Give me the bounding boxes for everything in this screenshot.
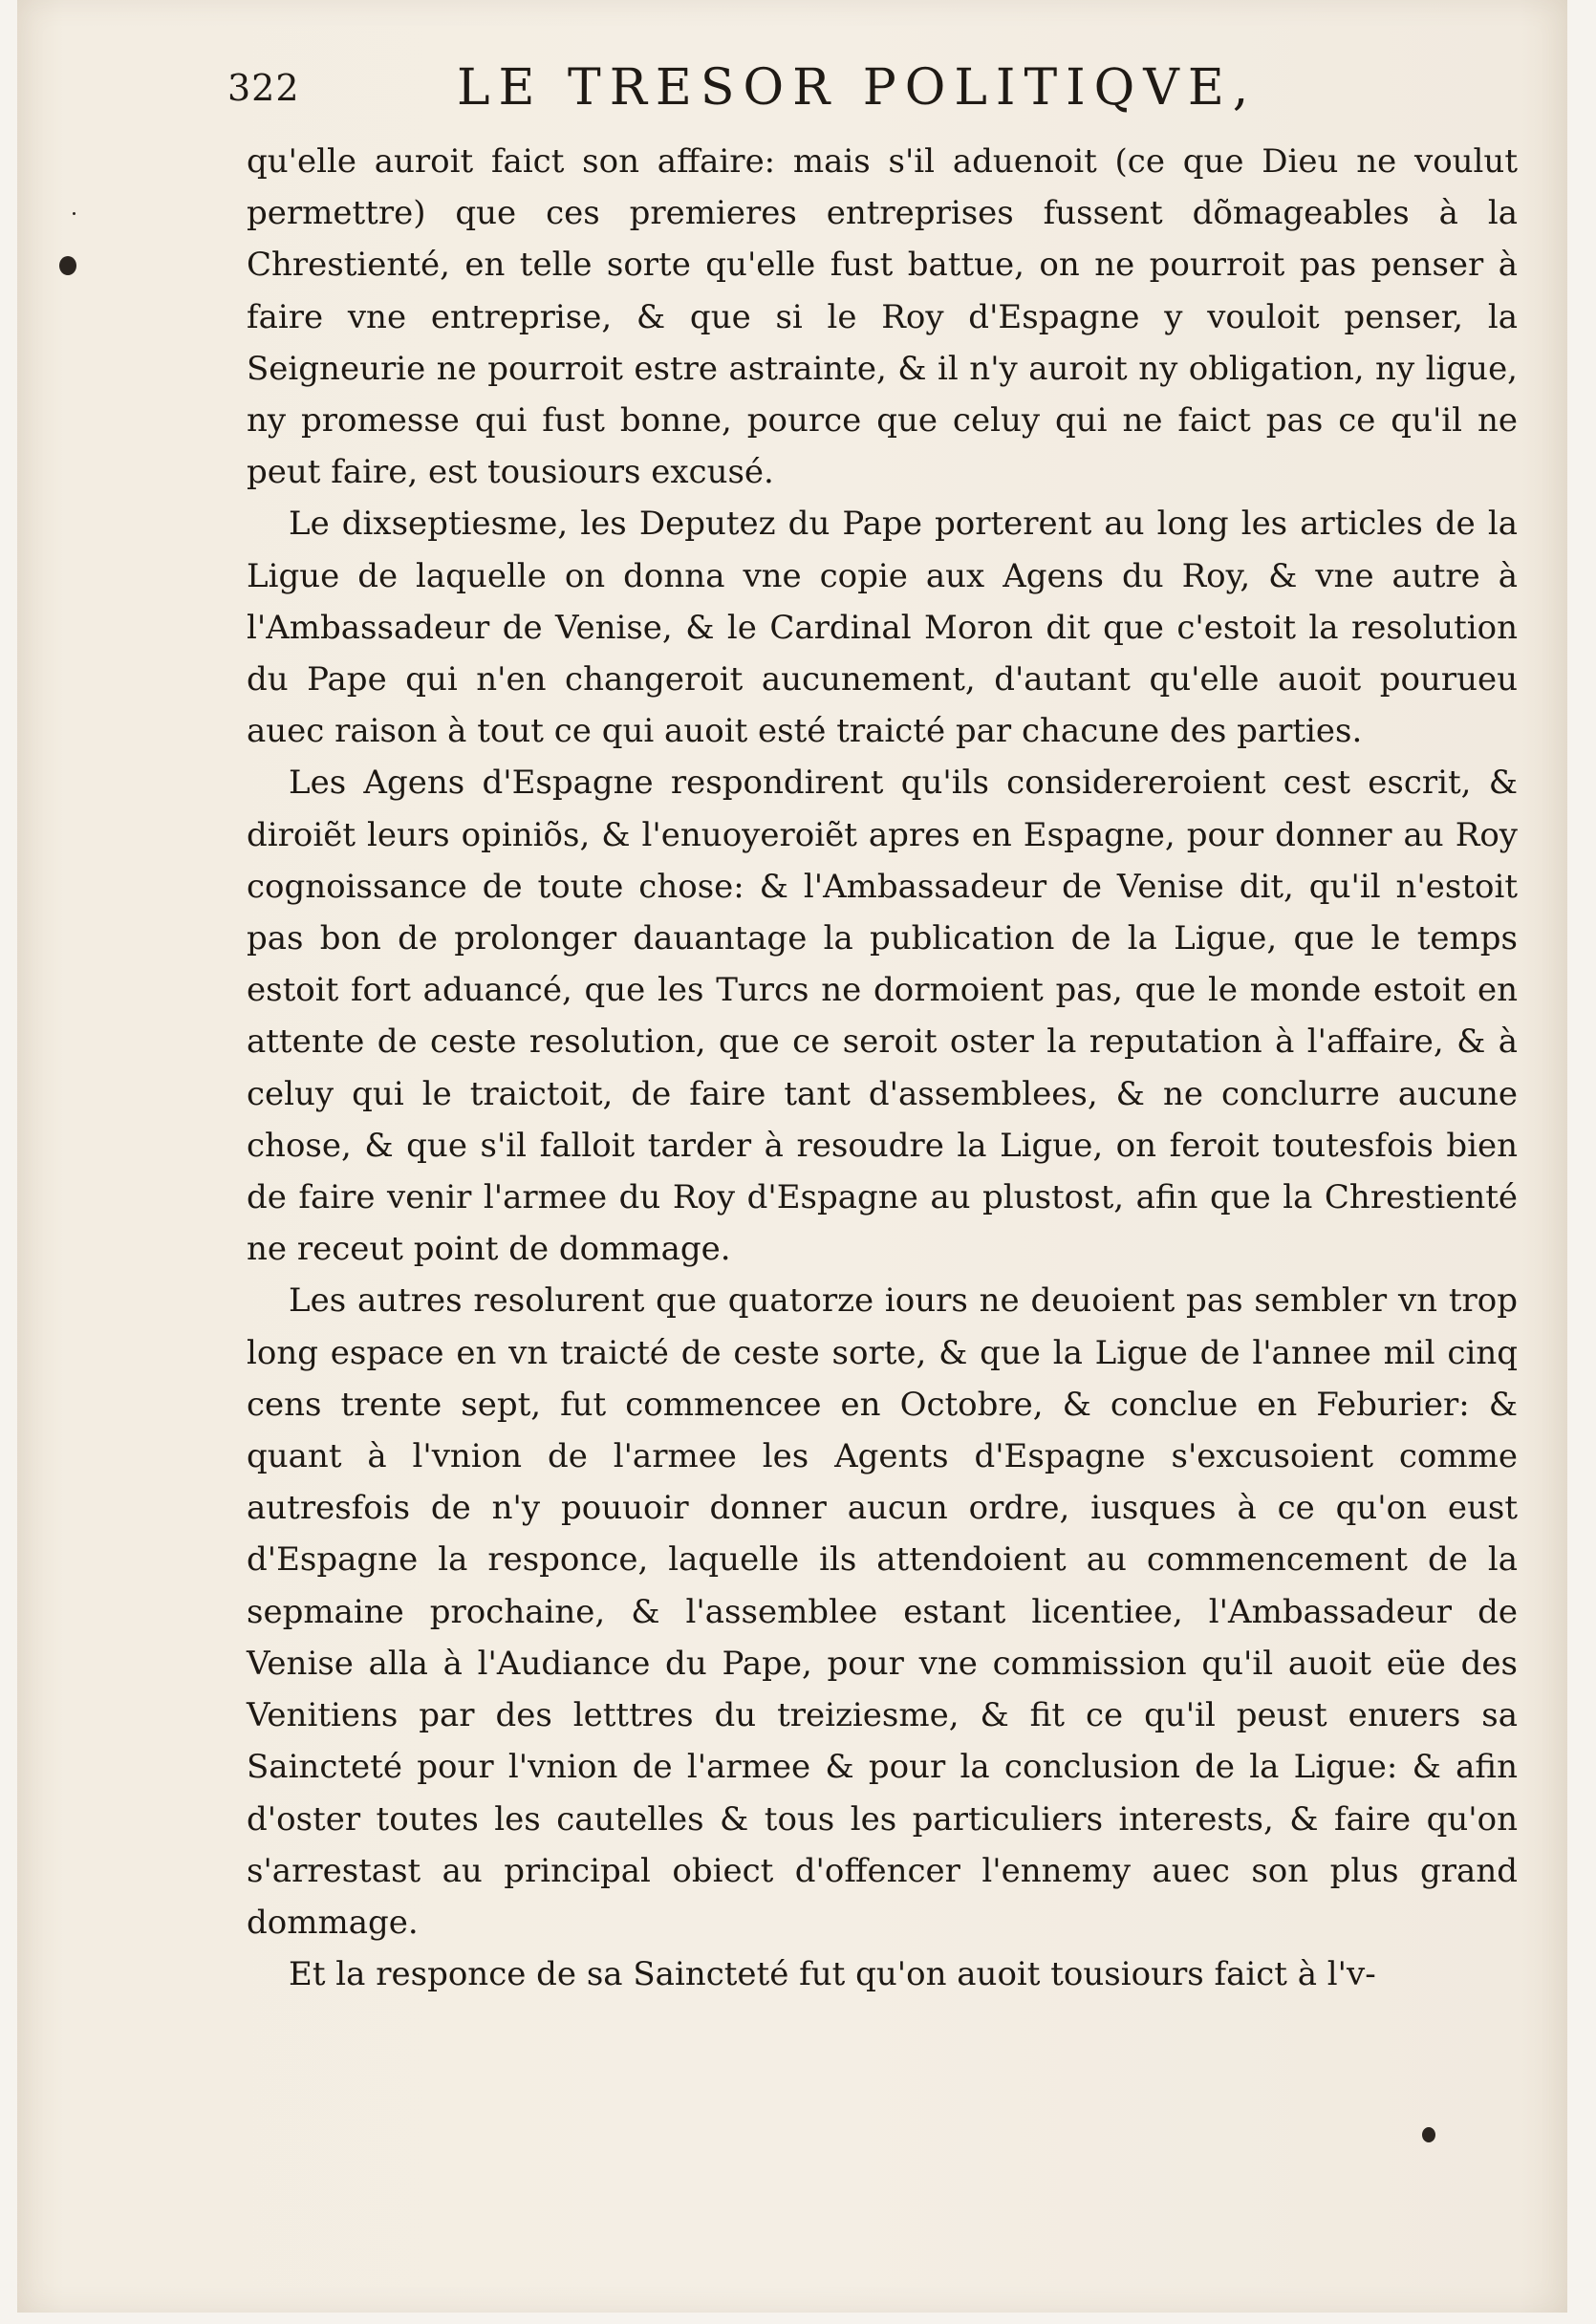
page-number: 322 xyxy=(227,67,300,109)
book-page xyxy=(17,0,1567,2313)
ink-spot xyxy=(73,212,75,215)
body-text xyxy=(247,136,1518,2000)
running-title: LE TRESOR POLITIQVE, xyxy=(457,59,1258,117)
paragraph: qu'elle auroit faict son affaire: mais s'il aduenoit (ce que Dieu ne voulut permettre) que ces premieres entreprises fussent dõmageables à la Chrestienté, en telle sorte qu'elle fust battue, on ne pourroit pas penser à faire vne entreprise, & que si le Roy d'Espagne y vouloit penser, la Seigneurie ne pourroit estre astrainte, & il n'y auroit ny obligation, ny ligue, ny promesse qui fust bonne, pource que celuy qui ne faict pas ce qu'il ne peut faire, est tousiours excusé. xyxy=(247,142,1518,492)
ink-spot xyxy=(59,256,76,275)
paragraph: Le dixseptiesme, les Deputez du Pape porterent au long les articles de la Ligue de laquelle on donna vne copie aux Agens du Roy, & vne autre à l'Ambassadeur de Venise, & le Cardinal Moron dit que c'estoit la resolution du Pape qui n'en changeroit aucunement, d'autant qu'elle auoit pourueu auec raison à tout ce qui auoit esté traicté par chacune des parties. xyxy=(247,505,1518,751)
paragraph: Et la responce de sa Saincteté fut qu'on auoit tousiours faict à l'v- xyxy=(289,1955,1376,1994)
paragraph: Les autres resolurent que quatorze iours ne deuoient pas sembler vn trop long espace en vn traicté de ceste sorte, & que la Ligue de l'annee mil cinq cens trente sept, fut commencee en Octobre, & conclue en Feburier: & quant à l'vnion de l'armee les Agents d'Espagne s'excusoient comme autresfois de n'y pouuoir donner aucun ordre, iusques à ce qu'on eust d'Espagne la responce, laquelle ils attendoient au commencement de la sepmaine prochaine, & l'assemblee estant licentiee, l'Ambassadeur de Venise alla à l'Audiance du Pape, pour vne commission qu'il auoit eüe des Venitiens par des letttres du treiziesme, & fit ce qu'il peust enuers sa Saincteté pour l'vnion de l'armee & pour la conclusion de la Ligue: & afin d'oster toutes les cautelles & tous les particuliers interests, & faire qu'on s'arrestast au principal obiect d'offencer l'ennemy auec son plus grand dommage. xyxy=(247,1281,1518,1942)
page-header xyxy=(227,59,1527,126)
ink-spot xyxy=(1422,2127,1435,2142)
paragraph: Les Agens d'Espagne respondirent qu'ils considereroient cest escrit, & diroiẽt leurs opiniõs, & l'enuoyeroiẽt apres en Espagne, pour donner au Roy cognoissance de toute chose: & l'Ambassadeur de Venise dit, qu'il n'estoit pas bon de prolonger dauantage la publication de la Ligue, que le temps estoit fort aduancé, que les Turcs ne dormoient pas, que le monde estoit en attente de ceste resolution, que ce seroit oster la reputation à l'affaire, & à celuy qui le traictoit, de faire tant d'assemblees, & ne conclurre aucune chose, & que s'il falloit tarder à resoudre la Ligue, on feroit toutesfois bien de faire venir l'armee du Roy d'Espagne au plustost, afin que la Chrestienté ne receut point de dommage. xyxy=(247,764,1518,1269)
